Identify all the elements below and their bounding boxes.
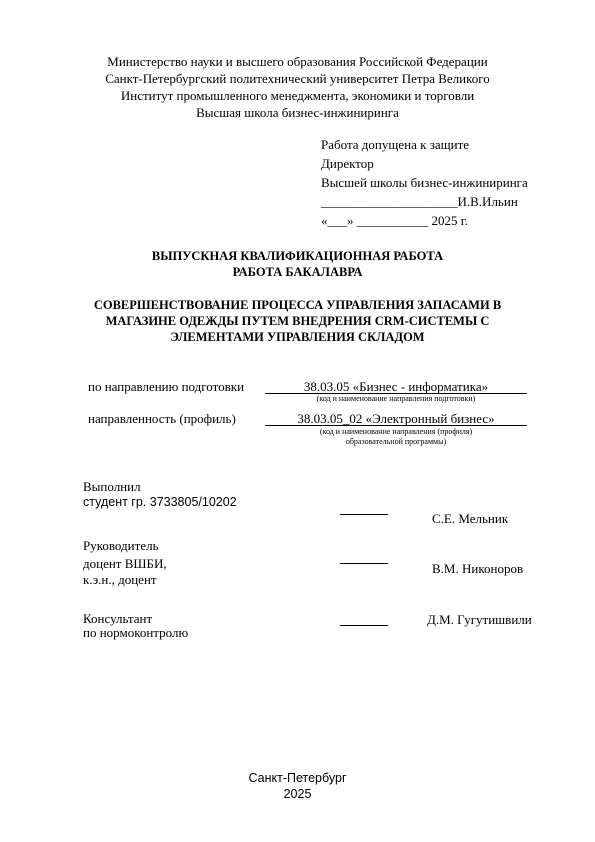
author-group: студент гр. 3733805/10202 [83, 495, 237, 509]
approval-date-line: «___» ___________ 2025 г. [321, 213, 468, 228]
supervisor-position: доцент ВШБИ, [83, 556, 167, 571]
approval-line-2: Директор [321, 156, 374, 171]
topic-line-3: ЭЛЕМЕНТАМИ УПРАВЛЕНИЯ СКЛАДОМ [170, 330, 425, 344]
author-name: С.Е. Мельник [432, 511, 509, 526]
consultant-name: Д.М. Гугутишвили [427, 612, 532, 627]
consultant-signature-line [340, 625, 388, 626]
approval-signature-line [321, 193, 518, 210]
topic-line-1: СОВЕРШЕНСТВОВАНИЕ ПРОЦЕССА УПРАВЛЕНИЯ ЗАПАСАМИ В [93, 298, 502, 312]
profile-underline [265, 425, 527, 426]
ministry-line: Министерство науки и высшего образования Российской Федерации [107, 54, 488, 69]
profile-caption-2: образовательной программы) [345, 437, 447, 446]
institute-line: Институт промышленного менеджмента, экономики и торговли [120, 88, 475, 103]
approval-line-1: Работа допущена к защите [321, 137, 470, 152]
author-signature-line [340, 514, 388, 515]
director-name: И.В.Ильин [457, 194, 518, 209]
approval-line-3: Высшей школы бизнес-инжиниринга [321, 175, 528, 190]
supervisor-degree: к.э.н., доцент [83, 572, 157, 587]
profile-caption-1: (код и наименование направления (профиля) [319, 427, 473, 436]
direction-label: по направлению подготовки [88, 379, 245, 394]
footer-city: Санкт-Петербург [248, 771, 347, 785]
footer-year: 2025 [283, 787, 312, 801]
university-line: Санкт-Петербургский политехнический университет Петра Великого [105, 71, 490, 86]
supervisor-label: Руководитель [83, 538, 159, 553]
direction-caption: (код и наименование направления подготовки) [316, 394, 476, 403]
consultant-role: по нормоконтролю [83, 625, 189, 640]
school-line: Высшая школа бизнес-инжиниринга [196, 105, 399, 120]
work-type-title: ВЫПУСКНАЯ КВАЛИФИКАЦИОННАЯ РАБОТА [151, 249, 444, 263]
supervisor-signature-line [340, 563, 388, 564]
profile-label: направленность (профиль) [88, 411, 236, 426]
topic-line-2: МАГАЗИНЕ ОДЕЖДЫ ПУТЕМ ВНЕДРЕНИЯ CRM-СИСТЕМЫ С [105, 314, 490, 328]
supervisor-name: В.М. Никоноров [432, 561, 524, 576]
work-degree-title: РАБОТА БАКАЛАВРА [232, 265, 363, 279]
direction-value: 38.03.05 «Бизнес - информатика» [303, 379, 489, 394]
profile-value: 38.03.05_02 «Электронный бизнес» [297, 411, 495, 426]
author-label: Выполнил [83, 479, 141, 494]
consultant-label: Консультант [83, 611, 153, 626]
signature-blank: _____________________ [321, 194, 458, 209]
